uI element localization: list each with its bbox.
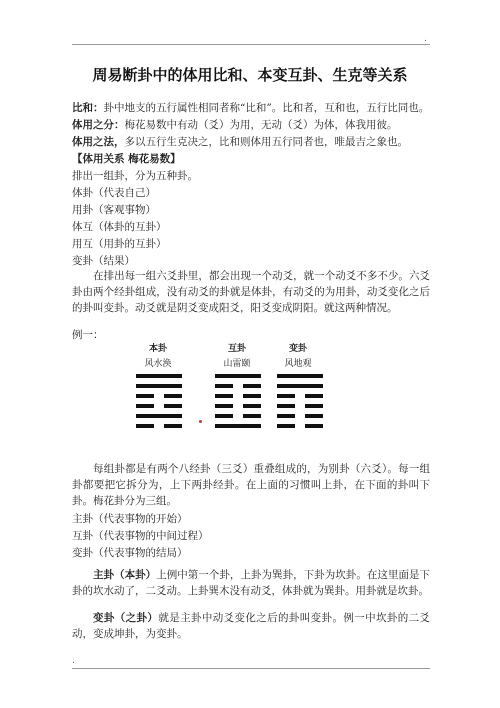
list-item: 用互（用卦的互卦） [72,238,167,250]
hexagram-title-bian: 变卦 [288,344,307,354]
hexagram-line-yin [215,414,261,418]
hexagram-line-yin [136,424,182,428]
hexagram-name-ben: 风水涣 [144,359,172,369]
list-item: 变卦（结果） [72,255,135,267]
def-fa [72,135,432,149]
hexagram-line-yin [215,404,261,408]
def-text: 多以五行生克决之，比和则体用五行同者也，唯最吉之象也。 [124,136,408,148]
para-biangua [72,610,430,642]
hexagram-line-segment [243,404,261,408]
hexagram-line-yin [136,394,182,398]
def-tiyong [72,118,432,132]
hexagram-line-segment [277,394,295,398]
list-item: 体互（体卦的互卦） [72,221,167,233]
def-term: 比和： [72,102,104,114]
def-term: 体用之分： [72,119,125,131]
hexagram-line-segment [164,394,182,398]
hexagram-line-yang [277,374,323,378]
def-text: 卦中地支的五行属性相同者称“比和”。比和者，互和也，五行比同也。 [103,102,430,114]
hexagram-line-segment [215,394,233,398]
hexagram-line-yang [136,374,182,378]
para-bieguan: 每组卦都是有两个八经卦（三爻）重叠组成的，为别卦（六爻）。每一组卦都要把它拆分为，上下两卦经卦。在上面的习惯叫上卦，在下面的卦叫下卦。梅花卦分为三组。 [72,463,430,507]
para-dongyao: 在排出每一组六爻卦里，都会出现一个动爻，就一个动爻不多不少。六爻卦由两个经卦组成，没有动爻的卦就是体卦，有动爻的为用卦，动爻变化之后的卦叫变卦。动爻就是阴爻变成阳爻，阳爻变成阴阳。就这两种情况。 [72,270,430,314]
hexagram-line-segment [277,414,295,418]
hexagram-line-segment [277,374,323,378]
footer-mark: . [72,656,75,666]
hexagram-line-segment [277,404,295,408]
header-rule [72,44,430,45]
hexagram-title-hu: 互卦 [227,344,246,354]
hexagram-line-segment [215,404,233,408]
hexagram-line-yang [136,384,182,388]
header-mark: . [424,34,427,44]
hexagram-line-yin [136,404,182,408]
group-item: 主卦（代表事物的开始） [72,513,188,525]
hexagram-line-yang [277,384,323,388]
hexagram-line-segment [305,404,323,408]
hexagram-line-segment [136,414,182,418]
group-item: 变卦（代表事物的结局） [72,547,188,559]
hexagram-line-yang [215,424,261,428]
para-term: 主卦（本卦） [93,569,157,581]
example-label: 例一： [72,329,104,341]
hexagram-line-yang [136,414,182,418]
page-title: 周易断卦中的体用比和、本变互卦、生克等关系 [92,66,408,84]
hexagram-line-segment [215,374,261,378]
moving-line-marker [199,420,202,423]
hexagram-line-segment [164,404,182,408]
para-text: 就是主卦中动爻变化之后的卦叫变卦。例一中坎卦的二爻动，变成坤卦，为变卦。 [72,612,431,640]
section-heading: 【体用关系 梅花易数】 [72,153,181,165]
hexagram-title-ben: 本卦 [148,344,167,354]
hexagram-line-segment [164,424,182,428]
def-bihe [72,101,432,115]
hexagram-line-yin [277,414,323,418]
hexagram-line-yang [215,374,261,378]
hexagram-line-segment [243,394,261,398]
hexagram-line-segment [136,384,182,388]
hexagram-line-segment [277,384,323,388]
hexagram-line-segment [136,374,182,378]
hexagram-line-segment [305,414,323,418]
group-item: 互卦（代表事物的中间过程） [72,530,209,542]
hexagram-line-segment [136,394,154,398]
hexagram-line-segment [243,384,261,388]
list-item: 体卦（代表自己） [72,187,156,199]
hexagram-line-segment [215,424,261,428]
hexagram-line-yin [215,384,261,388]
para-text: 上例中第一个卦，上卦为巽卦，下卦为坎卦。在这里面是下卦的坎水动了，二爻动。上卦巽木没有动爻，体卦就为巽卦。用卦就是坎卦。 [72,569,431,597]
hexagram-line-yin [277,424,323,428]
hexagram-line-segment [215,414,233,418]
hexagram-line-segment [136,424,154,428]
footer-rule [72,668,430,669]
hexagram-line-segment [215,384,233,388]
hexagram-line-yin [215,394,261,398]
hexagram-line-segment [277,424,295,428]
hexagram-name-hu: 山雷颐 [223,359,251,369]
list-item: 用卦（客观事物） [72,204,156,216]
def-text: 梅花易数中有动（爻）为用，无动（爻）为体，体我用彼。 [124,119,398,131]
hexagram-line-segment [136,404,154,408]
list-intro: 排出一组卦，分为五种卦。 [72,170,198,182]
hexagram-name-bian: 风地观 [284,359,312,369]
hexagram-line-segment [305,394,323,398]
para-zhugua [72,567,430,599]
hexagram-line-segment [305,424,323,428]
def-term: 体用之法， [72,136,125,148]
hexagram-line-yin [277,404,323,408]
para-term: 变卦（之卦） [93,612,159,624]
hexagram-line-yin [277,394,323,398]
hexagram-line-segment [243,414,261,418]
